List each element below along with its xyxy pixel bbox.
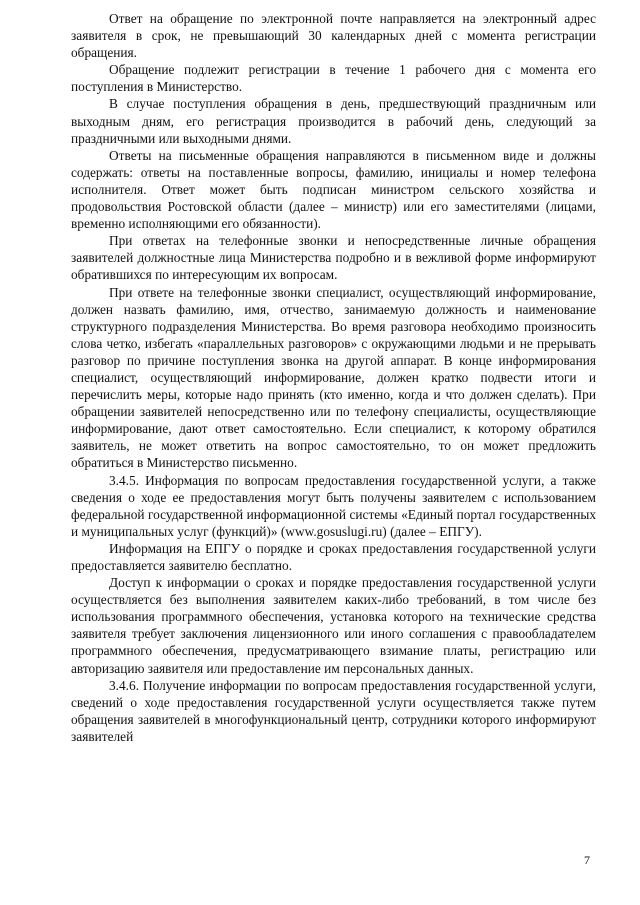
- paragraph-email-reply: Ответ на обращение по электронной почте направляется на электронный адрес заявителя в срок, не превышающий 30 календарных дней с момента регистрации обращения.: [71, 11, 596, 61]
- paragraph-written-replies: Ответы на письменные обращения направляются в письменном виде и должны содержать: ответы на поставленные вопросы, фамилию, инициалы и номер телефона исполнителя. Ответ может быть подписан министром сельского хозяйства и продовольствия Ростовской области (далее – министр) или его заместителями (лицами, временно исполняющими его обязанности).: [71, 147, 596, 232]
- paragraph-holiday-registration: В случае поступления обращения в день, предшествующий праздничным или выходным дням, его регистрация производится в рабочий день, следующий за праздничными или выходными днями.: [71, 96, 596, 146]
- paragraph-epgu-free: Информация на ЕПГУ о порядке и сроках предоставления государственной услуги предоставляется заявителю бесплатно.: [71, 540, 596, 573]
- paragraph-phone-procedure: При ответе на телефонные звонки специалист, осуществляющий информирование, должен назвать фамилию, имя, отчество, занимаемую должность и наименование структурного подразделения Министерства. Во время разговора необходимо произносить слова четко, избегать «параллельных разговоров» с окружающими людьми и не прерывать разговор по причине поступления звонка на другой аппарат. В конце информирования специалист, осуществляющий информирование, должен кратко подвести итоги и перечислить меры, которые надо принять (кто именно, когда и что должен сделать). При обращении заявителей непосредственно или по телефону специалисты, осуществляющие информирование, дают ответ самостоятельно. Если специалист, к которому обратился заявитель, не может ответить на вопрос самостоятельно, то он может предложить обратиться в Министерство письменно.: [71, 284, 596, 471]
- paragraph-phone-and-personal: При ответах на телефонные звонки и непосредственные личные обращения заявителей должностные лица Министерства подробно и в вежливой форме информируют обратившихся по интересующим их вопросам.: [71, 233, 596, 283]
- paragraph-registration: Обращение подлежит регистрации в течение 1 рабочего дня с момента его поступления в Министерство.: [71, 62, 596, 95]
- paragraph-3-4-5: 3.4.5. Информация по вопросам предоставления государственной услуги, а также сведения о ходе ее предоставления могут быть получены заявителем с использованием федеральной государственной информационной системы «Единый портал государственных и муниципальных услуг (функций)» (www.gosuslugi.ru) (далее – ЕПГУ).: [71, 472, 596, 539]
- paragraph-3-4-6: 3.4.6. Получение информации по вопросам предоставления государственной услуги, сведений о ходе предоставления государственной услуги осуществляется также путем обращения заявителей в многофункциональный центр, сотрудники которого информируют заявителей: [71, 677, 596, 744]
- body-text: [71, 10, 596, 745]
- paragraph-access-conditions: Доступ к информации о сроках и порядке предоставления государственной услуги осуществляется без выполнения заявителем каких-либо требований, в том числе без использования программного обеспечения, установка которого на технические средства заявителя требует заключения лицензионного или иного соглашения с правообладателем программного обеспечения, предусматривающего взимание платы, регистрацию или авторизацию заявителя или предоставление им персональных данных.: [71, 575, 596, 676]
- page-number: 7: [584, 853, 590, 867]
